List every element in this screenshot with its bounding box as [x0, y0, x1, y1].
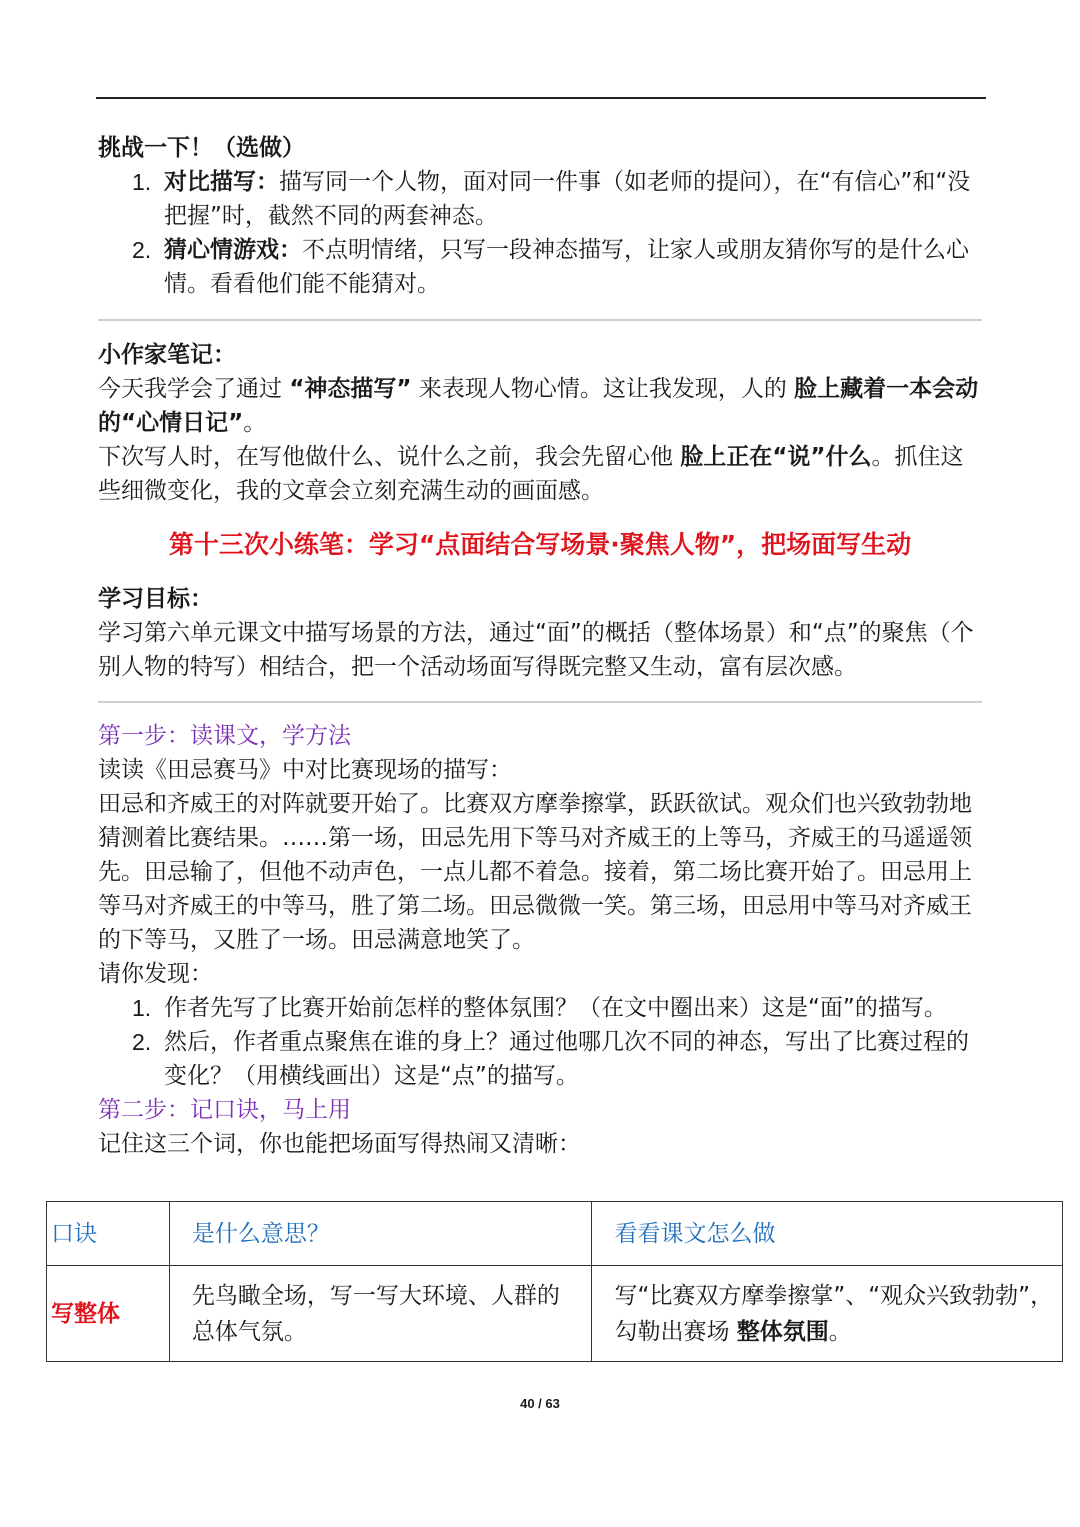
table-cell: 先鸟瞰全场，写一写大环境、人群的总体气氛。	[169, 1266, 592, 1362]
step1-questions	[98, 991, 982, 1093]
goal-heading: 学习目标：	[98, 586, 213, 612]
goal-section	[98, 582, 982, 684]
challenge-heading: 挑战一下！（选做）	[98, 135, 305, 161]
notes-paragraph-1: 今天我学会了通过 “神态描写” 来表现人物心情。这让我发现，人的 脸上藏着一本会动的“心情日记”。	[98, 376, 979, 436]
divider	[98, 319, 982, 321]
item-number: 2.	[132, 1029, 152, 1055]
table-cell: 写整体	[47, 1266, 170, 1362]
item-number: 2.	[132, 237, 152, 263]
step1-passage: 田忌和齐威王的对阵就要开始了。比赛双方摩拳擦掌，跃跃欲试。观众们也兴致勃勃地猜测着比赛结果。……第一场，田忌先用下等马对齐威王的上等马，齐威王的马遥遥领先。田忌输了，但他不动声色，一点儿都不着急。接着，第二场比赛开始了。田忌用上等马对齐威王的中等马，胜了第二场。田忌微微一笑。第三场，田忌用中等马对齐威王的下等马，又胜了一场。田忌满意地笑了。	[98, 791, 972, 953]
lesson-title: 第十三次小练笔：学习“点面结合写场景·聚焦人物”，把场面写生动	[168, 530, 912, 559]
step1-intro: 读读《田忌赛马》中对比赛现场的描写：	[98, 757, 512, 783]
step1-prompt: 请你发现：	[98, 961, 213, 987]
step2-intro: 记住这三个词，你也能把场面写得热闹又清晰：	[98, 1131, 581, 1157]
step1-heading: 第一步：读课文，学方法	[98, 723, 351, 749]
notes-paragraph-2: 下次写人时，在写他做什么、说什么之前，我会先留心他 脸上正在“说”什么。抓住这些细微变化，我的文章会立刻充满生动的画面感。	[98, 444, 964, 504]
top-rule	[96, 97, 986, 99]
table-row	[47, 1266, 1063, 1362]
challenge-list	[98, 165, 982, 301]
divider	[98, 701, 982, 703]
step2-heading: 第二步：记口诀，马上用	[98, 1097, 351, 1123]
header-cell: 看看课文怎么做	[592, 1202, 1063, 1266]
table-cell: 写“比赛双方摩拳擦掌”、“观众兴致勃勃”，勾勒出赛场 整体氛围。	[592, 1266, 1063, 1362]
item-text: 然后，作者重点聚焦在谁的身上？通过他哪几次不同的神态，写出了比赛过程的变化？（用横线画出）这是“点”的描写。	[164, 1029, 969, 1089]
item-text: 描写同一个人物，面对同一件事（如老师的提问），在“有信心”和“没把握”时，截然不同的两套神态。	[164, 169, 971, 229]
table-header-row	[47, 1202, 1063, 1266]
goal-text: 学习第六单元课文中描写场景的方法，通过“面”的概括（整体场景）和“点”的聚焦（个别人物的特写）相结合，把一个活动场面写得既完整又生动，富有层次感。	[98, 620, 974, 680]
item-text: 不点明情绪，只写一段神态描写，让家人或朋友猜你写的是什么心情。看看他们能不能猜对。	[164, 237, 969, 297]
item-label: 对比描写：	[164, 169, 279, 195]
list-item	[98, 1025, 982, 1093]
challenge-section	[98, 131, 982, 301]
list-item	[98, 991, 982, 1025]
header-cell: 是什么意思？	[169, 1202, 592, 1266]
notes-heading: 小作家笔记：	[98, 342, 236, 368]
list-item	[98, 165, 982, 233]
mnemonic-table	[46, 1201, 1063, 1362]
list-item	[98, 233, 982, 301]
item-number: 1.	[132, 169, 152, 195]
header-cell: 口诀	[47, 1202, 170, 1266]
page-number: 40 / 63	[520, 1396, 560, 1411]
item-number: 1.	[132, 995, 152, 1021]
item-label: 猜心情游戏：	[164, 237, 302, 263]
notes-section	[98, 338, 982, 508]
item-text: 作者先写了比赛开始前怎样的整体氛围？（在文中圈出来）这是“面”的描写。	[164, 995, 947, 1021]
step1-section	[98, 719, 982, 1161]
